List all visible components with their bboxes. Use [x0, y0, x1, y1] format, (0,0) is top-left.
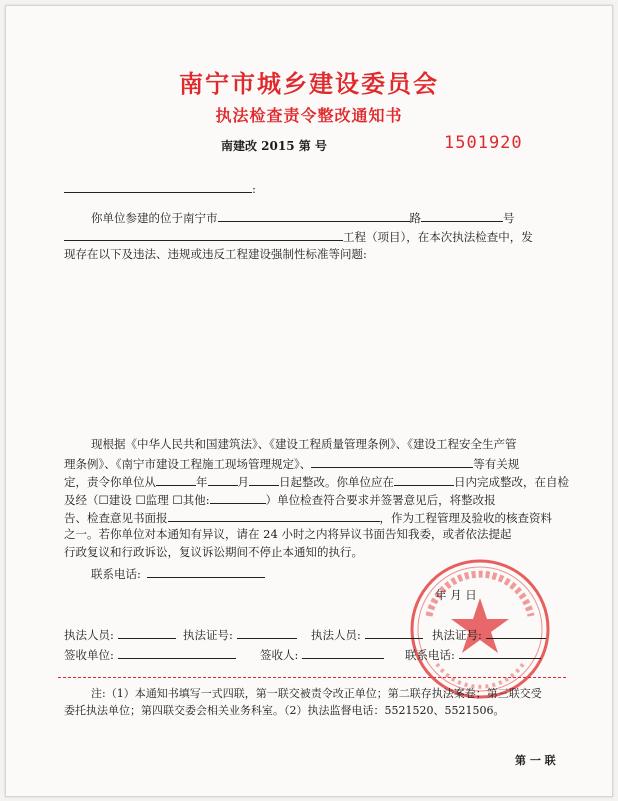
paragraph-2-line-3 [64, 473, 569, 489]
signature-row-1 [64, 626, 176, 642]
p2-text-5b: ，作为工程管理及验收的核查资料 [379, 511, 552, 525]
project-name-blank[interactable] [64, 228, 343, 241]
signature-row-2-phone [405, 646, 541, 662]
report-to-blank[interactable] [168, 509, 380, 522]
serial-number: 1501920 [444, 133, 523, 153]
addressee-colon: : [252, 182, 256, 196]
p2-text-5a: 告、检查意见书面报 [64, 511, 168, 525]
contact-phone-blank[interactable] [147, 565, 265, 578]
location-blank[interactable] [218, 209, 410, 222]
signature-row-1-cert [183, 626, 297, 642]
cert-2-blank[interactable] [486, 626, 546, 639]
dashed-divider [58, 677, 566, 678]
signature-row-1-cert-2 [432, 626, 546, 642]
paragraph-2-line-6: 之一。若你单位对本通知有异议，请在 24 小时之内将异议书面告知我委，或者依法提起 [64, 527, 512, 541]
p2-text-2b: 等有关规 [473, 457, 520, 471]
issuer-title: 南宁市城乡建设委员会 [179, 70, 439, 98]
signature-row-2 [64, 646, 236, 662]
p2-text-4b: ）单位检查符合要求并签署意见后，将整改报 [265, 493, 496, 507]
date-line: 年 月 日 [435, 588, 477, 602]
p2-month: 月 [237, 475, 249, 489]
paragraph-2-line-4 [64, 491, 496, 507]
p2-year: 年 [196, 475, 208, 489]
p2-text-3d: 日起整改。你单位应在 [279, 475, 394, 489]
copy-number-label: 第 一 联 [515, 754, 556, 767]
p1-road: 路 [409, 211, 421, 225]
receiver-label: 签收人: [260, 648, 299, 662]
officer-1-blank[interactable] [118, 626, 176, 639]
paragraph-1-line-1 [91, 209, 515, 225]
contact-label: 联系电话: [91, 567, 141, 581]
phone-label: 联系电话: [405, 648, 455, 662]
other-unit-blank[interactable] [210, 491, 266, 504]
month-blank[interactable] [208, 473, 238, 486]
p2-text-3e: 日内完成整改，在自检 [454, 475, 569, 489]
p2-checkbox-options[interactable]: 及经（☐建设 ☐监理 ☐其他: [64, 493, 210, 507]
p2-text-2a: 理条例》、《南宁市建设工程施工现场管理规定》、 [64, 457, 312, 471]
signature-row-2-receiver [260, 646, 384, 662]
note-line-2: 委托执法单位；第四联交委会相关业务科室。（2）执法监督电话：5521520、5521506。 [64, 704, 505, 717]
phone-blank[interactable] [459, 646, 541, 659]
officer-2-blank[interactable] [365, 626, 423, 639]
document-title: 执法检查责令整改通知书 [215, 106, 403, 125]
officer-1-label: 执法人员: [64, 628, 114, 642]
paragraph-2-line-7: 行政复议和行政诉讼，复议诉讼期间不停止本通知的执行。 [64, 545, 363, 559]
day-blank[interactable] [249, 473, 279, 486]
paragraph-2-line-2 [64, 455, 519, 471]
signature-row-1-officer-2 [311, 626, 423, 642]
officer-2-label: 执法人员: [311, 628, 361, 642]
road-number-blank[interactable] [421, 209, 503, 222]
cert-2-label: 执法证号: [432, 628, 482, 642]
receiver-blank[interactable] [302, 646, 384, 659]
paragraph-1-line-2 [64, 228, 533, 244]
sign-unit-blank[interactable] [118, 646, 236, 659]
sign-unit-label: 签收单位: [64, 648, 114, 662]
paragraph-2-line-1: 现根据《中华人民共和国建筑法》、《建设工程质量管理条例》、《建设工程安全生产管 [91, 437, 517, 451]
addressee-line [64, 180, 256, 196]
paragraph-1-line-3: 现存在以下及违法、违规或违反工程建设强制性标准等问题: [64, 247, 367, 261]
contact-line [91, 565, 265, 581]
cert-1-blank[interactable] [237, 626, 297, 639]
p1-number: 号 [503, 211, 515, 225]
other-regulations-blank[interactable] [311, 455, 473, 468]
days-blank[interactable] [394, 473, 454, 486]
year-blank[interactable] [156, 473, 196, 486]
p1-text-b: 工程（项目），在本次执法检查中，发 [343, 230, 533, 244]
p2-text-3a: 定，责令你单位从 [64, 475, 156, 489]
paragraph-2-line-5 [64, 509, 552, 525]
note-line-1: 注:（1）本通知书填写一式四联，第一联交被责令改正单位；第二联存执法案卷；第三联交受 [91, 687, 542, 700]
cert-1-label: 执法证号: [183, 628, 233, 642]
addressee-blank[interactable] [64, 180, 252, 193]
document-number-label: 南建改 2015 第 号 [221, 139, 327, 153]
p1-text-a: 你单位参建的位于南宁市 [91, 211, 218, 225]
